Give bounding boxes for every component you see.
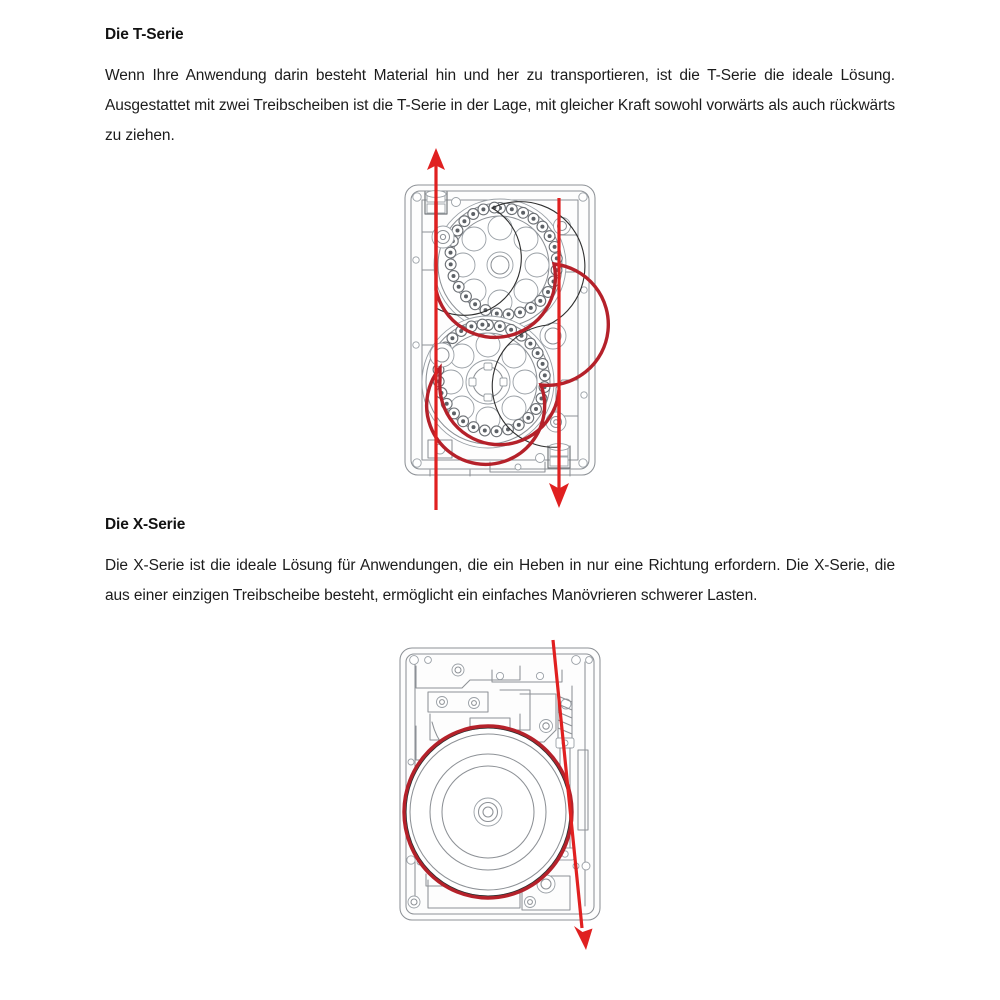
page-title-x-series: Die X-Serie (105, 516, 186, 533)
t-series-traction-hoist-diagram (370, 140, 640, 520)
figure-x-series (370, 630, 640, 970)
page-title-t-series: Die T-Serie (105, 26, 184, 43)
body-text-x-series: Die X-Serie ist die ideale Lösung für Anwendungen, die ein Heben in nur eine Richtung erfordern. Die X-Serie, die aus einer einzigen Treibscheibe besteht, ermöglicht ein einfaches Manövrieren schwerer Lasten. (105, 556, 895, 604)
body-text-t-series: Wenn Ihre Anwendung darin besteht Material hin und her zu transportieren, ist die T-Serie die ideale Lösung. Ausgestattet mit zwei Treibscheiben ist die T-Serie in der Lage, mit gleicher Kraft sowohl vorwärts als auch rückwärts zu ziehen. (105, 66, 895, 144)
figure-t-series (370, 140, 640, 520)
section-t-series (105, 26, 895, 151)
x-series-traction-hoist-diagram (370, 630, 640, 970)
section-x-series (105, 516, 895, 611)
